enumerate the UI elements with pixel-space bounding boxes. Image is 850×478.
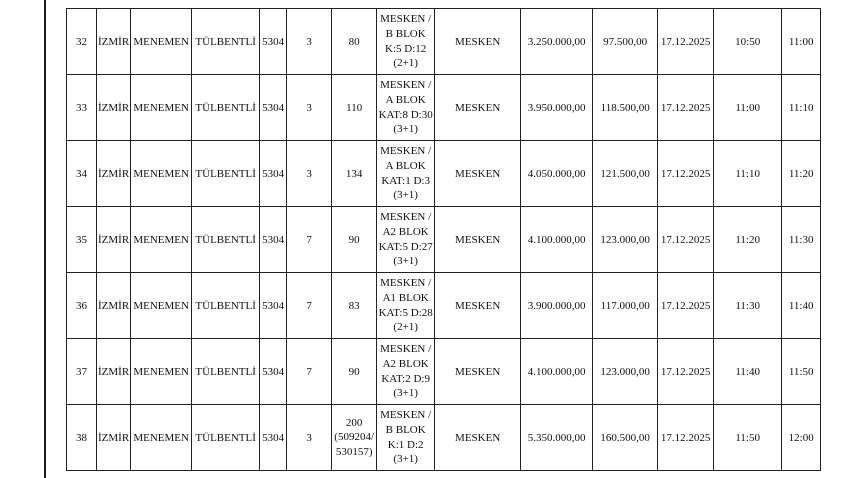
block-number-cell: 5304 bbox=[260, 405, 287, 471]
row-number-cell: 34 bbox=[67, 141, 97, 207]
neighborhood-cell: TÜLBENTLİ bbox=[192, 9, 260, 75]
area-cell: 134 bbox=[332, 141, 377, 207]
table-body bbox=[67, 9, 821, 471]
table-row bbox=[67, 339, 821, 405]
property-type-cell: MESKEN bbox=[435, 273, 521, 339]
row-number-cell: 38 bbox=[67, 405, 97, 471]
property-description-cell: MESKEN / B BLOK K:5 D:12 (2+1) bbox=[377, 9, 435, 75]
end-time-cell: 11:10 bbox=[782, 75, 821, 141]
table-row bbox=[67, 273, 821, 339]
district-cell: MENEMEN bbox=[131, 141, 192, 207]
end-time-cell: 11:50 bbox=[782, 339, 821, 405]
deposit-amount-cell: 118.500,00 bbox=[593, 75, 658, 141]
parcel-number-cell: 3 bbox=[287, 9, 332, 75]
parcel-number-cell: 7 bbox=[287, 339, 332, 405]
start-time-cell: 11:10 bbox=[714, 141, 782, 207]
province-cell: İZMİR bbox=[97, 141, 131, 207]
page-left-border bbox=[44, 0, 46, 478]
table-row bbox=[67, 207, 821, 273]
district-cell: MENEMEN bbox=[131, 75, 192, 141]
row-number-cell: 35 bbox=[67, 207, 97, 273]
end-time-cell: 11:30 bbox=[782, 207, 821, 273]
parcel-number-cell: 3 bbox=[287, 141, 332, 207]
province-cell: İZMİR bbox=[97, 339, 131, 405]
deposit-amount-cell: 160.500,00 bbox=[593, 405, 658, 471]
block-number-cell: 5304 bbox=[260, 273, 287, 339]
table-row bbox=[67, 9, 821, 75]
block-number-cell: 5304 bbox=[260, 207, 287, 273]
estimated-value-cell: 3.950.000,00 bbox=[521, 75, 593, 141]
neighborhood-cell: TÜLBENTLİ bbox=[192, 141, 260, 207]
auction-date-cell: 17.12.2025 bbox=[658, 405, 714, 471]
property-type-cell: MESKEN bbox=[435, 9, 521, 75]
estimated-value-cell: 4.050.000,00 bbox=[521, 141, 593, 207]
auction-date-cell: 17.12.2025 bbox=[658, 207, 714, 273]
estimated-value-cell: 4.100.000,00 bbox=[521, 339, 593, 405]
estimated-value-cell: 3.900.000,00 bbox=[521, 273, 593, 339]
row-number-cell: 37 bbox=[67, 339, 97, 405]
area-cell: 80 bbox=[332, 9, 377, 75]
property-type-cell: MESKEN bbox=[435, 339, 521, 405]
deposit-amount-cell: 123.000,00 bbox=[593, 207, 658, 273]
property-description-cell: MESKEN / A2 BLOK KAT:5 D:27 (3+1) bbox=[377, 207, 435, 273]
district-cell: MENEMEN bbox=[131, 339, 192, 405]
province-cell: İZMİR bbox=[97, 207, 131, 273]
block-number-cell: 5304 bbox=[260, 75, 287, 141]
row-number-cell: 33 bbox=[67, 75, 97, 141]
start-time-cell: 11:30 bbox=[714, 273, 782, 339]
end-time-cell: 12:00 bbox=[782, 405, 821, 471]
area-cell: 83 bbox=[332, 273, 377, 339]
auction-date-cell: 17.12.2025 bbox=[658, 339, 714, 405]
start-time-cell: 11:40 bbox=[714, 339, 782, 405]
parcel-number-cell: 7 bbox=[287, 207, 332, 273]
neighborhood-cell: TÜLBENTLİ bbox=[192, 273, 260, 339]
end-time-cell: 11:00 bbox=[782, 9, 821, 75]
estimated-value-cell: 5.350.000,00 bbox=[521, 405, 593, 471]
parcel-number-cell: 3 bbox=[287, 75, 332, 141]
table-row bbox=[67, 141, 821, 207]
block-number-cell: 5304 bbox=[260, 9, 287, 75]
start-time-cell: 11:00 bbox=[714, 75, 782, 141]
estimated-value-cell: 4.100.000,00 bbox=[521, 207, 593, 273]
start-time-cell: 11:50 bbox=[714, 405, 782, 471]
area-cell: 90 bbox=[332, 207, 377, 273]
parcel-number-cell: 3 bbox=[287, 405, 332, 471]
area-cell: 90 bbox=[332, 339, 377, 405]
deposit-amount-cell: 117.000,00 bbox=[593, 273, 658, 339]
table-row bbox=[67, 405, 821, 471]
auction-date-cell: 17.12.2025 bbox=[658, 273, 714, 339]
estimated-value-cell: 3.250.000,00 bbox=[521, 9, 593, 75]
neighborhood-cell: TÜLBENTLİ bbox=[192, 75, 260, 141]
property-description-cell: MESKEN / A2 BLOK KAT:2 D:9 (3+1) bbox=[377, 339, 435, 405]
auction-date-cell: 17.12.2025 bbox=[658, 75, 714, 141]
table-row bbox=[67, 75, 821, 141]
auction-date-cell: 17.12.2025 bbox=[658, 141, 714, 207]
block-number-cell: 5304 bbox=[260, 141, 287, 207]
end-time-cell: 11:20 bbox=[782, 141, 821, 207]
deposit-amount-cell: 97.500,00 bbox=[593, 9, 658, 75]
deposit-amount-cell: 123.000,00 bbox=[593, 339, 658, 405]
start-time-cell: 11:20 bbox=[714, 207, 782, 273]
province-cell: İZMİR bbox=[97, 273, 131, 339]
district-cell: MENEMEN bbox=[131, 405, 192, 471]
property-type-cell: MESKEN bbox=[435, 207, 521, 273]
property-description-cell: MESKEN / A BLOK KAT:1 D:3 (3+1) bbox=[377, 141, 435, 207]
neighborhood-cell: TÜLBENTLİ bbox=[192, 207, 260, 273]
property-description-cell: MESKEN / B BLOK K:1 D:2 (3+1) bbox=[377, 405, 435, 471]
start-time-cell: 10:50 bbox=[714, 9, 782, 75]
property-description-cell: MESKEN / A1 BLOK KAT:5 D:28 (2+1) bbox=[377, 273, 435, 339]
area-cell: 110 bbox=[332, 75, 377, 141]
auction-listing-table bbox=[66, 8, 821, 471]
area-cell: 200 (509204/ 530157) bbox=[332, 405, 377, 471]
property-type-cell: MESKEN bbox=[435, 405, 521, 471]
auction-date-cell: 17.12.2025 bbox=[658, 9, 714, 75]
province-cell: İZMİR bbox=[97, 405, 131, 471]
block-number-cell: 5304 bbox=[260, 339, 287, 405]
deposit-amount-cell: 121.500,00 bbox=[593, 141, 658, 207]
parcel-number-cell: 7 bbox=[287, 273, 332, 339]
district-cell: MENEMEN bbox=[131, 273, 192, 339]
property-type-cell: MESKEN bbox=[435, 141, 521, 207]
property-type-cell: MESKEN bbox=[435, 75, 521, 141]
property-description-cell: MESKEN / A BLOK KAT:8 D:30 (3+1) bbox=[377, 75, 435, 141]
neighborhood-cell: TÜLBENTLİ bbox=[192, 405, 260, 471]
row-number-cell: 32 bbox=[67, 9, 97, 75]
neighborhood-cell: TÜLBENTLİ bbox=[192, 339, 260, 405]
district-cell: MENEMEN bbox=[131, 9, 192, 75]
province-cell: İZMİR bbox=[97, 75, 131, 141]
province-cell: İZMİR bbox=[97, 9, 131, 75]
row-number-cell: 36 bbox=[67, 273, 97, 339]
district-cell: MENEMEN bbox=[131, 207, 192, 273]
end-time-cell: 11:40 bbox=[782, 273, 821, 339]
